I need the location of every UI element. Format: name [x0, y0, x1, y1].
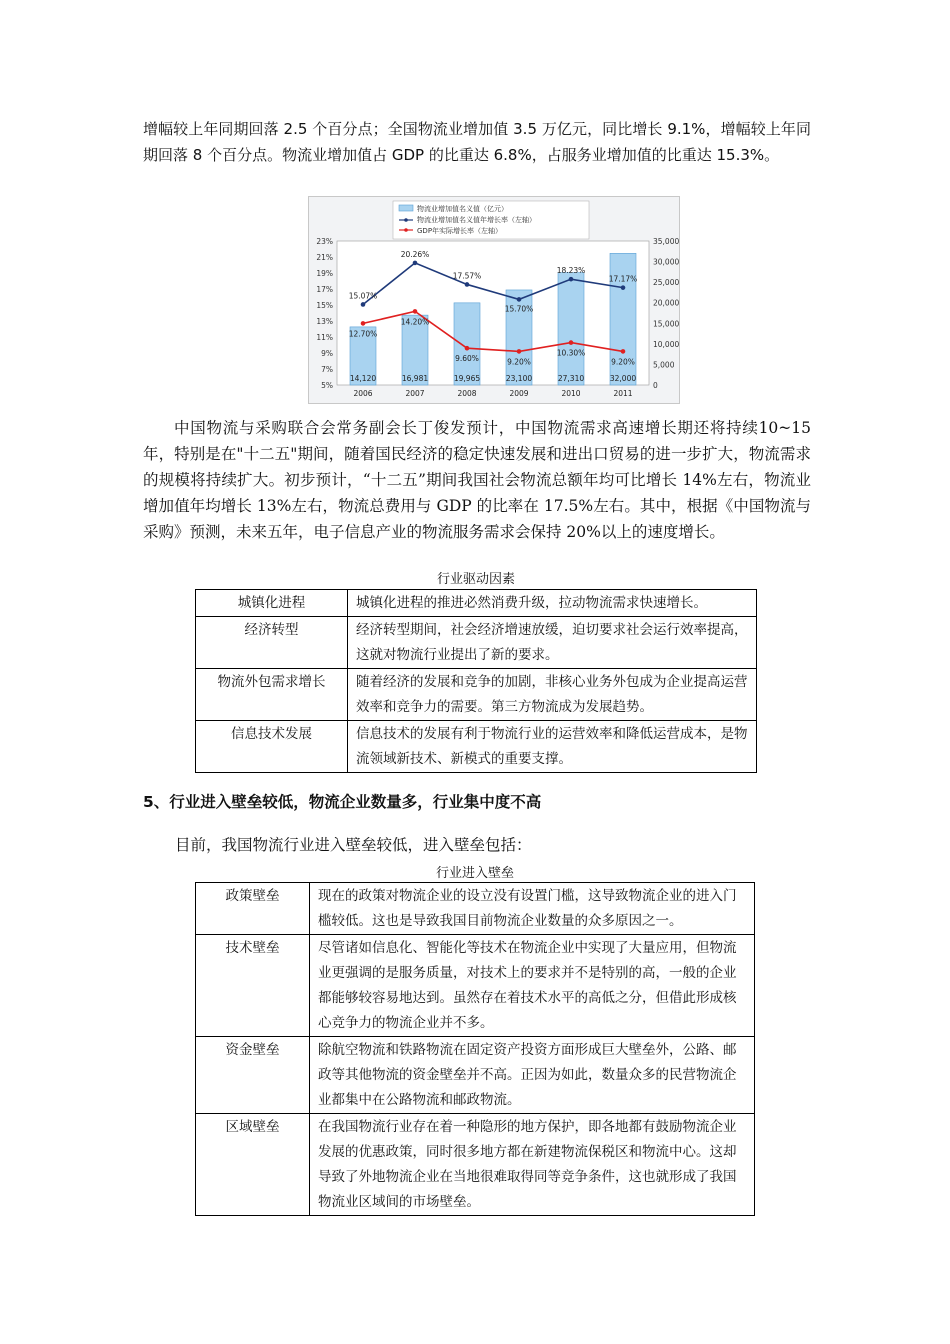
gdp-growth-label: 9.20%	[611, 357, 635, 367]
logistics-growth-label: 17.17%	[608, 274, 638, 284]
barriers-row	[196, 1037, 755, 1114]
gdp-growth-label: 10.30%	[556, 348, 586, 358]
x-axis-tick: 2006	[353, 389, 373, 398]
drivers-table	[195, 589, 757, 773]
bar	[454, 303, 480, 385]
x-axis-tick: 2010	[561, 389, 581, 398]
right-axis-tick: 25,000	[653, 278, 679, 288]
bar	[558, 273, 584, 385]
gdp-growth-point	[361, 321, 366, 326]
x-axis-tick: 2008	[457, 389, 477, 398]
left-axis-tick: 13%	[316, 317, 333, 326]
logistics-growth-point	[517, 297, 522, 302]
gdp-growth-point	[621, 349, 626, 354]
left-axis-tick: 19%	[316, 269, 333, 278]
right-axis-tick: 0	[653, 381, 658, 390]
logistics-growth-point	[569, 277, 574, 282]
forecast-paragraph: 中国物流与采购联合会常务副会长丁俊发预计，中国物流需求高速增长期还将持续10~15年，特别是在"十二五"期间，随着国民经济的稳定快速发展和进出口贸易的进一步扩大，物流需求的规模将持续扩大。初步预计，“十二五”期间我国社会物流总额年均可比增长 14%左右，物流业增加值年均增长 13%左右，物流总费用与 GDP 的比率在 17.5%左右。其中，根据《中国物流与采购》预测，未来五年，电子信息产业的物流服务需求会保持 20%以上的速度增长。	[143, 419, 811, 541]
legend-label-bar: 物流业增加值名义值（亿元）	[417, 205, 508, 213]
drivers-table-caption: 行业驱动因素	[436, 572, 515, 587]
intro-paragraph: 增幅较上年同期回落 2.5 个百分点；全国物流业增加值 3.5 万亿元，同比增长 9.1%，增幅较上年同期回落 8 个百分点。物流业增加值占 GDP 的比重达 6.8%，占服务业增加值的比重达 15.3%。	[143, 120, 811, 164]
barriers-row	[196, 935, 755, 1037]
left-axis-tick: 11%	[316, 333, 333, 342]
logistics-growth-point	[621, 285, 626, 290]
legend-bar-swatch	[399, 205, 413, 211]
barriers-description: 除航空物流和铁路物流在固定资产投资方面形成巨大壁垒外，公路、邮政等其他物流的资金壁垒并不高。正因为如此，数量众多的民营物流企业都集中在公路物流和邮政物流。	[310, 1037, 755, 1114]
logistics-growth-label: 18.23%	[556, 266, 586, 276]
bar-value-label: 19,965	[453, 374, 481, 383]
right-axis-tick: 15,000	[653, 319, 679, 329]
gdp-growth-label: 14.20%	[400, 317, 430, 327]
barriers-row	[196, 1114, 755, 1216]
drivers-factor: 经济转型	[196, 617, 348, 669]
barriers-factor: 政策壁垒	[196, 883, 310, 935]
drivers-row	[196, 721, 757, 773]
drivers-description: 信息技术的发展有利于物流行业的运营效率和降低运营成本，是物流领域新技术、新模式的重要支撑。	[348, 721, 757, 773]
logistics-growth-point	[465, 282, 470, 287]
left-axis-tick: 9%	[321, 349, 333, 358]
right-axis-tick: 30,000	[653, 257, 679, 267]
logistics-growth-label: 15.07%	[348, 291, 378, 301]
barriers-description: 现在的政策对物流企业的设立没有设置门槛，这导致物流企业的进入门槛较低。这也是导致我国目前物流企业数量的众多原因之一。	[310, 883, 755, 935]
barriers-row	[196, 883, 755, 935]
drivers-row	[196, 617, 757, 669]
drivers-factor: 城镇化进程	[196, 590, 348, 617]
gdp-growth-label: 12.70%	[348, 329, 378, 339]
barriers-factor: 资金壁垒	[196, 1037, 310, 1114]
legend-line1-marker	[404, 218, 408, 222]
left-axis-tick: 5%	[321, 381, 333, 390]
gdp-growth-point	[465, 346, 470, 351]
barrier-intro: 目前，我国物流行业进入壁垒较低，进入壁垒包括：	[175, 836, 532, 854]
logistics-growth-point	[361, 302, 366, 307]
barriers-factor: 技术壁垒	[196, 935, 310, 1037]
drivers-row	[196, 669, 757, 721]
logistics-chart	[308, 196, 680, 404]
gdp-growth-point	[569, 340, 574, 345]
right-axis-tick: 35,000	[653, 237, 679, 246]
bar-value-label: 27,310	[557, 374, 585, 383]
left-axis-tick: 7%	[321, 365, 333, 374]
section-heading: 5、行业进入壁垒较低，物流企业数量多，行业集中度不高	[143, 793, 542, 811]
gdp-growth-label: 9.20%	[507, 357, 531, 367]
bar-value-label: 14,120	[349, 374, 377, 383]
barriers-factor: 区域壁垒	[196, 1114, 310, 1216]
legend-label-line1: 物流业增加值名义值年增长率（左轴）	[417, 216, 536, 224]
legend-line2-marker	[404, 228, 408, 232]
gdp-growth-point	[413, 309, 418, 314]
left-axis-tick: 23%	[316, 237, 333, 246]
gdp-growth-point	[517, 349, 522, 354]
drivers-factor: 物流外包需求增长	[196, 669, 348, 721]
right-axis-tick: 10,000	[653, 339, 679, 349]
barriers-description: 尽管诸如信息化、智能化等技术在物流企业中实现了大量应用，但物流业更强调的是服务质量，对技术上的要求并不是特别的高，一般的企业都能够较容易地达到。虽然存在着技术水平的高低之分，但借此形成核心竞争力的物流企业并不多。	[310, 935, 755, 1037]
left-axis-tick: 15%	[316, 301, 333, 310]
barriers-table-caption: 行业进入壁垒	[435, 866, 514, 881]
bar-value-label: 32,000	[609, 374, 637, 383]
x-axis-tick: 2011	[613, 389, 633, 398]
gdp-growth-label: 9.60%	[455, 354, 479, 364]
legend-label-line2: GDP年实际增长率（左轴）	[417, 227, 503, 235]
bar-value-label: 23,100	[505, 374, 533, 383]
left-axis-tick: 17%	[316, 285, 333, 294]
drivers-description: 随着经济的发展和竞争的加剧，非核心业务外包成为企业提高运营效率和竞争力的需要。第三方物流成为发展趋势。	[348, 669, 757, 721]
drivers-factor: 信息技术发展	[196, 721, 348, 773]
right-axis-tick: 20,000	[653, 298, 679, 308]
left-axis-tick: 21%	[316, 253, 333, 262]
chart-svg	[309, 197, 679, 403]
barriers-table	[195, 882, 755, 1216]
drivers-description: 城镇化进程的推进必然消费升级，拉动物流需求快速增长。	[348, 590, 757, 617]
logistics-growth-label: 20.26%	[400, 249, 430, 259]
x-axis-tick: 2009	[509, 389, 529, 398]
plot-area	[337, 241, 649, 385]
logistics-growth-label: 17.57%	[452, 271, 482, 281]
drivers-description: 经济转型期间，社会经济增速放缓，迫切要求社会运行效率提高，这就对物流行业提出了新的要求。	[348, 617, 757, 669]
x-axis-tick: 2007	[405, 389, 425, 398]
right-axis-tick: 5,000	[653, 360, 675, 370]
barriers-description: 在我国物流行业存在着一种隐形的地方保护，即各地都有鼓励物流企业发展的优惠政策，同时很多地方都在新建物流保税区和物流中心。这却导致了外地物流企业在当地很难取得同等竞争条件，这也就形成了我国物流业区域间的市场壁垒。	[310, 1114, 755, 1216]
bar-value-label: 16,981	[401, 374, 429, 383]
logistics-growth-label: 15.70%	[504, 304, 534, 314]
logistics-growth-point	[413, 261, 418, 266]
drivers-row	[196, 590, 757, 617]
